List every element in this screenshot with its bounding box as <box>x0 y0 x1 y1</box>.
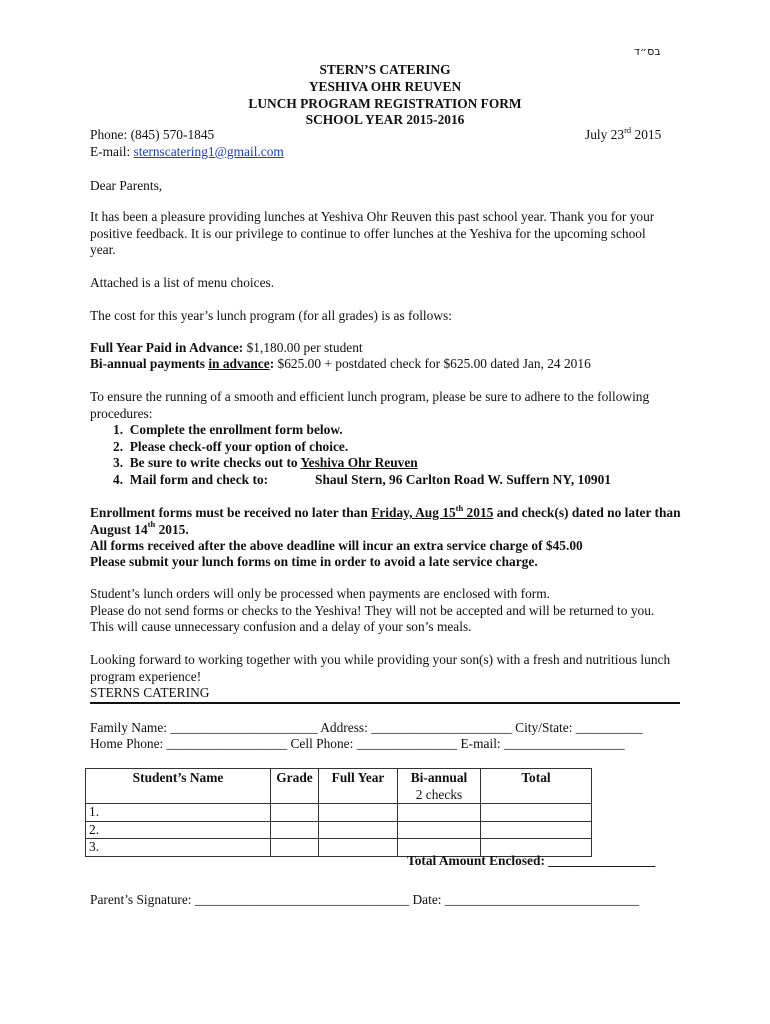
biannual-in-advance: in advance <box>208 356 270 371</box>
signature-date-label: Date: <box>409 892 445 907</box>
step-number: 3. <box>113 455 124 470</box>
biannual-colon: : <box>269 356 275 371</box>
procedure-step <box>113 439 348 456</box>
divider <box>90 702 680 704</box>
payee-name: Yeshiva Ohr Reuven <box>300 455 418 470</box>
family-name-label: Family Name: <box>90 720 171 735</box>
student-name-cell[interactable]: 2. <box>86 821 271 839</box>
address-label: Address: <box>317 720 372 735</box>
deadline-date <box>371 502 494 520</box>
biannual-label: Bi-annual payments <box>90 356 209 371</box>
school-title: YESHIVA OHR REUVEN <box>308 79 462 94</box>
phone-line <box>90 127 214 144</box>
full-year-cell[interactable] <box>319 821 398 839</box>
table-row <box>86 804 592 822</box>
header-bi-annual-label: Bi-annual <box>410 770 468 785</box>
students-table <box>85 768 592 857</box>
check-date-year: 2015. <box>155 521 189 537</box>
date-suffix: rd <box>624 124 632 135</box>
step-text: Please check-off your option of choice. <box>129 439 349 454</box>
phone-label: Phone: <box>90 127 128 142</box>
form-email-field[interactable]: __________________ <box>504 736 625 751</box>
city-state-label: City/State: <box>511 720 576 735</box>
grade-cell[interactable] <box>271 839 319 857</box>
signature-field[interactable]: ________________________________ <box>194 892 410 907</box>
family-info-row <box>90 720 643 737</box>
total-cell[interactable] <box>481 821 592 839</box>
late-charge-notice: All forms received after the above deadline will incur an extra service charge of $45.00 <box>90 538 583 553</box>
mailing-address: Shaul Stern, 96 Carlton Road W. Suffern NY, 10901 <box>315 472 612 487</box>
date-year: 2015 <box>631 127 662 142</box>
do-not-send-note: Please do not send forms or checks to the Yeshiva! They will not be accepted and will be returned to you. <box>90 603 655 618</box>
bi-annual-cell[interactable] <box>398 804 481 822</box>
deadline-date-sup: th <box>455 502 464 513</box>
deadline-date-year: 2015 <box>463 505 494 520</box>
step-number: 1. <box>113 422 124 437</box>
total-amount-row <box>407 853 655 870</box>
table-row <box>86 821 592 839</box>
email-link[interactable]: sternscatering1@gmail.com <box>133 144 284 159</box>
procedure-step <box>113 422 343 439</box>
check-date-text: and check(s) dated no later than August 14 <box>90 505 681 537</box>
grade-cell[interactable] <box>271 821 319 839</box>
school-year: SCHOOL YEAR 2015-2016 <box>305 112 465 127</box>
deadline-date-text: Friday, Aug 15 <box>371 505 456 520</box>
intro-paragraph: It has been a pleasure providing lunches at Yeshiva Ohr Reuven this past school year. Thank you for your positive feedback. It is our privilege to continue to offer lunches at the Yeshiva for the upcoming school year. <box>90 209 655 257</box>
letter-date <box>585 124 662 144</box>
signature-label: Parent’s Signature: <box>90 892 195 907</box>
step-text: Complete the enrollment form below. <box>129 422 343 437</box>
phone-number: (845) 570-1845 <box>130 127 215 142</box>
student-name-cell[interactable]: 1. <box>86 804 271 822</box>
step-text: Be sure to write checks out to <box>129 455 301 470</box>
deadline-notice <box>90 502 685 538</box>
company-title: STERN’S CATERING <box>319 62 451 77</box>
deadline-text: Enrollment forms must be received no later than <box>90 505 372 520</box>
signature-date-field[interactable]: _____________________________ <box>444 892 640 907</box>
step-number: 4. <box>113 472 124 487</box>
signature-row <box>90 892 639 909</box>
cost-intro: The cost for this year’s lunch program (for all grades) is as follows: <box>90 308 452 323</box>
step-text: Mail form and check to: <box>129 472 269 487</box>
cell-phone-label: Cell Phone: <box>287 736 357 751</box>
student-name-cell[interactable]: 3. <box>86 839 271 857</box>
header-bi-annual <box>398 769 481 804</box>
form-title: LUNCH PROGRAM REGISTRATION FORM <box>248 96 522 111</box>
signature-company: STERNS CATERING <box>90 685 210 700</box>
grade-cell[interactable] <box>271 804 319 822</box>
header-grade: Grade <box>271 769 319 804</box>
biannual-value: $625.00 + postdated check for $625.00 dated Jan, 24 2016 <box>274 356 591 371</box>
biannual-price <box>90 356 591 373</box>
submit-on-time-notice: Please submit your lunch forms on time in order to avoid a late service charge. <box>90 554 538 569</box>
header-student-name: Student’s Name <box>86 769 271 804</box>
header-bi-annual-sub: 2 checks <box>415 786 463 802</box>
table-header-row <box>86 769 592 804</box>
full-year-price <box>90 340 363 357</box>
contact-info-row <box>90 736 625 753</box>
check-date-sup: th <box>147 519 156 530</box>
email-line <box>90 144 284 161</box>
menu-note: Attached is a list of menu choices. <box>90 275 275 290</box>
payment-note: Student’s lunch orders will only be processed when payments are enclosed with form. <box>90 586 551 601</box>
full-year-label: Full Year Paid in Advance: <box>90 340 244 355</box>
hebrew-mark: בס״ד <box>634 45 661 58</box>
cell-phone-field[interactable]: _______________ <box>356 736 458 751</box>
step-number: 2. <box>113 439 124 454</box>
header-full-year: Full Year <box>319 769 398 804</box>
total-cell[interactable] <box>481 804 592 822</box>
home-phone-field[interactable]: __________________ <box>166 736 288 751</box>
full-year-cell[interactable] <box>319 839 398 857</box>
total-amount-field[interactable]: ________________ <box>548 853 656 868</box>
full-year-cell[interactable] <box>319 804 398 822</box>
full-year-value: $1,180.00 per student <box>243 340 363 355</box>
confusion-note: This will cause unnecessary confusion and a delay of your son’s meals. <box>90 619 472 634</box>
procedure-step <box>113 472 268 489</box>
email-label: E-mail: <box>90 144 131 159</box>
closing-paragraph: Looking forward to working together with you while providing your son(s) with a fresh and nutritious lunch program experience! <box>90 652 671 684</box>
header-total: Total <box>481 769 592 804</box>
family-name-field[interactable]: ______________________ <box>170 720 318 735</box>
address-field[interactable]: _____________________ <box>371 720 512 735</box>
greeting: Dear Parents, <box>90 178 163 193</box>
procedures-intro: To ensure the running of a smooth and efficient lunch program, please be sure to adhere to the following procedures: <box>90 389 650 421</box>
date-text: July 23 <box>585 127 625 142</box>
home-phone-label: Home Phone: <box>90 736 167 751</box>
form-email-label: E-mail: <box>457 736 504 751</box>
bi-annual-cell[interactable] <box>398 821 481 839</box>
procedure-step <box>113 455 418 472</box>
city-state-field[interactable]: __________ <box>575 720 643 735</box>
total-amount-label: Total Amount Enclosed: <box>407 853 549 868</box>
